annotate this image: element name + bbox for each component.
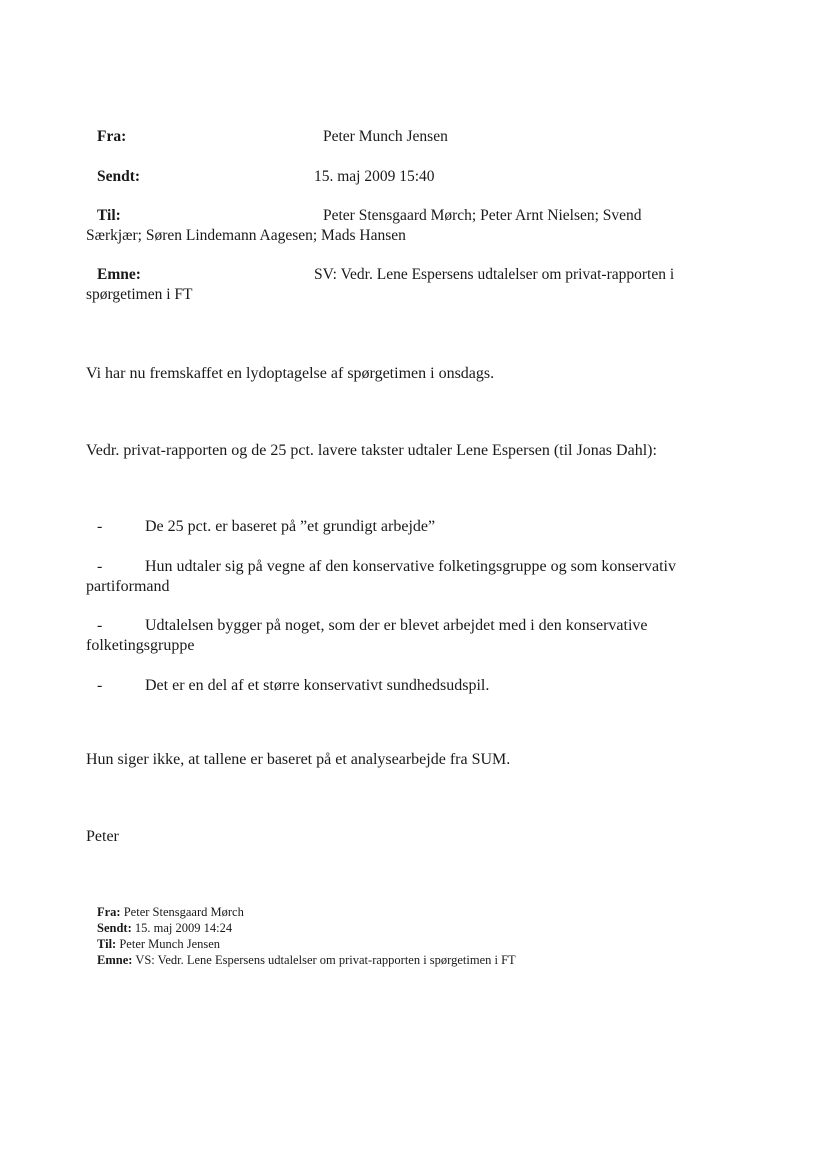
to-value-line2: Særkjær; Søren Lindemann Aagesen; Mads Hansen [86, 227, 406, 244]
signature: Peter [86, 828, 119, 845]
fwd-to-label: Til: [97, 937, 117, 951]
paragraph-3: Hun siger ikke, at tallene er baseret på et analysearbejde fra SUM. [86, 751, 511, 768]
bullet-marker: - [97, 617, 103, 634]
fwd-to-line [97, 937, 220, 952]
bullet-3-line1: Udtalelsen bygger på noget, som der er blevet arbejdet med i den konservative [145, 617, 648, 634]
fwd-from-value: Peter Stensgaard Mørch [123, 905, 244, 919]
paragraph-2: Vedr. privat-rapporten og de 25 pct. lavere takster udtaler Lene Espersen (til Jonas Dahl): [86, 442, 657, 459]
from-label: Fra: [97, 128, 127, 145]
subject-value-line2: spørgetimen i FT [86, 286, 193, 303]
fwd-subject-value: VS: Vedr. Lene Espersens udtalelser om privat-rapporten i spørgetimen i FT [135, 953, 516, 967]
from-value: Peter Munch Jensen [323, 128, 448, 145]
fwd-from-line [97, 905, 244, 920]
fwd-sent-label: Sendt: [97, 921, 132, 935]
fwd-subject-line [97, 953, 516, 968]
fwd-subject-label: Emne: [97, 953, 133, 967]
fwd-sent-value: 15. maj 2009 14:24 [134, 921, 233, 935]
to-label: Til: [97, 207, 121, 224]
bullet-marker: - [97, 677, 103, 694]
fwd-to-value: Peter Munch Jensen [119, 937, 221, 951]
paragraph-1: Vi har nu fremskaffet en lydoptagelse af spørgetimen i onsdags. [86, 365, 495, 382]
bullet-2-line1: Hun udtaler sig på vegne af den konservative folketingsgruppe og som konservativ [145, 558, 676, 575]
bullet-2-line2: partiformand [86, 578, 170, 595]
bullet-4-line1: Det er en del af et større konservativt sundhedsudspil. [145, 677, 490, 694]
bullet-3-line2: folketingsgruppe [86, 637, 195, 654]
bullet-1-line1: De 25 pct. er baseret på ”et grundigt arbejde” [145, 518, 436, 535]
to-value-line1: Peter Stensgaard Mørch; Peter Arnt Nielsen; Svend [323, 207, 642, 224]
subject-value-line1: SV: Vedr. Lene Espersens udtalelser om privat-rapporten i [314, 266, 675, 283]
fwd-sent-line [97, 921, 232, 936]
subject-label: Emne: [97, 266, 141, 283]
bullet-marker: - [97, 518, 103, 535]
sent-label: Sendt: [97, 168, 141, 185]
bullet-marker: - [97, 558, 103, 575]
sent-value: 15. maj 2009 15:40 [314, 168, 435, 185]
fwd-from-label: Fra: [97, 905, 121, 919]
